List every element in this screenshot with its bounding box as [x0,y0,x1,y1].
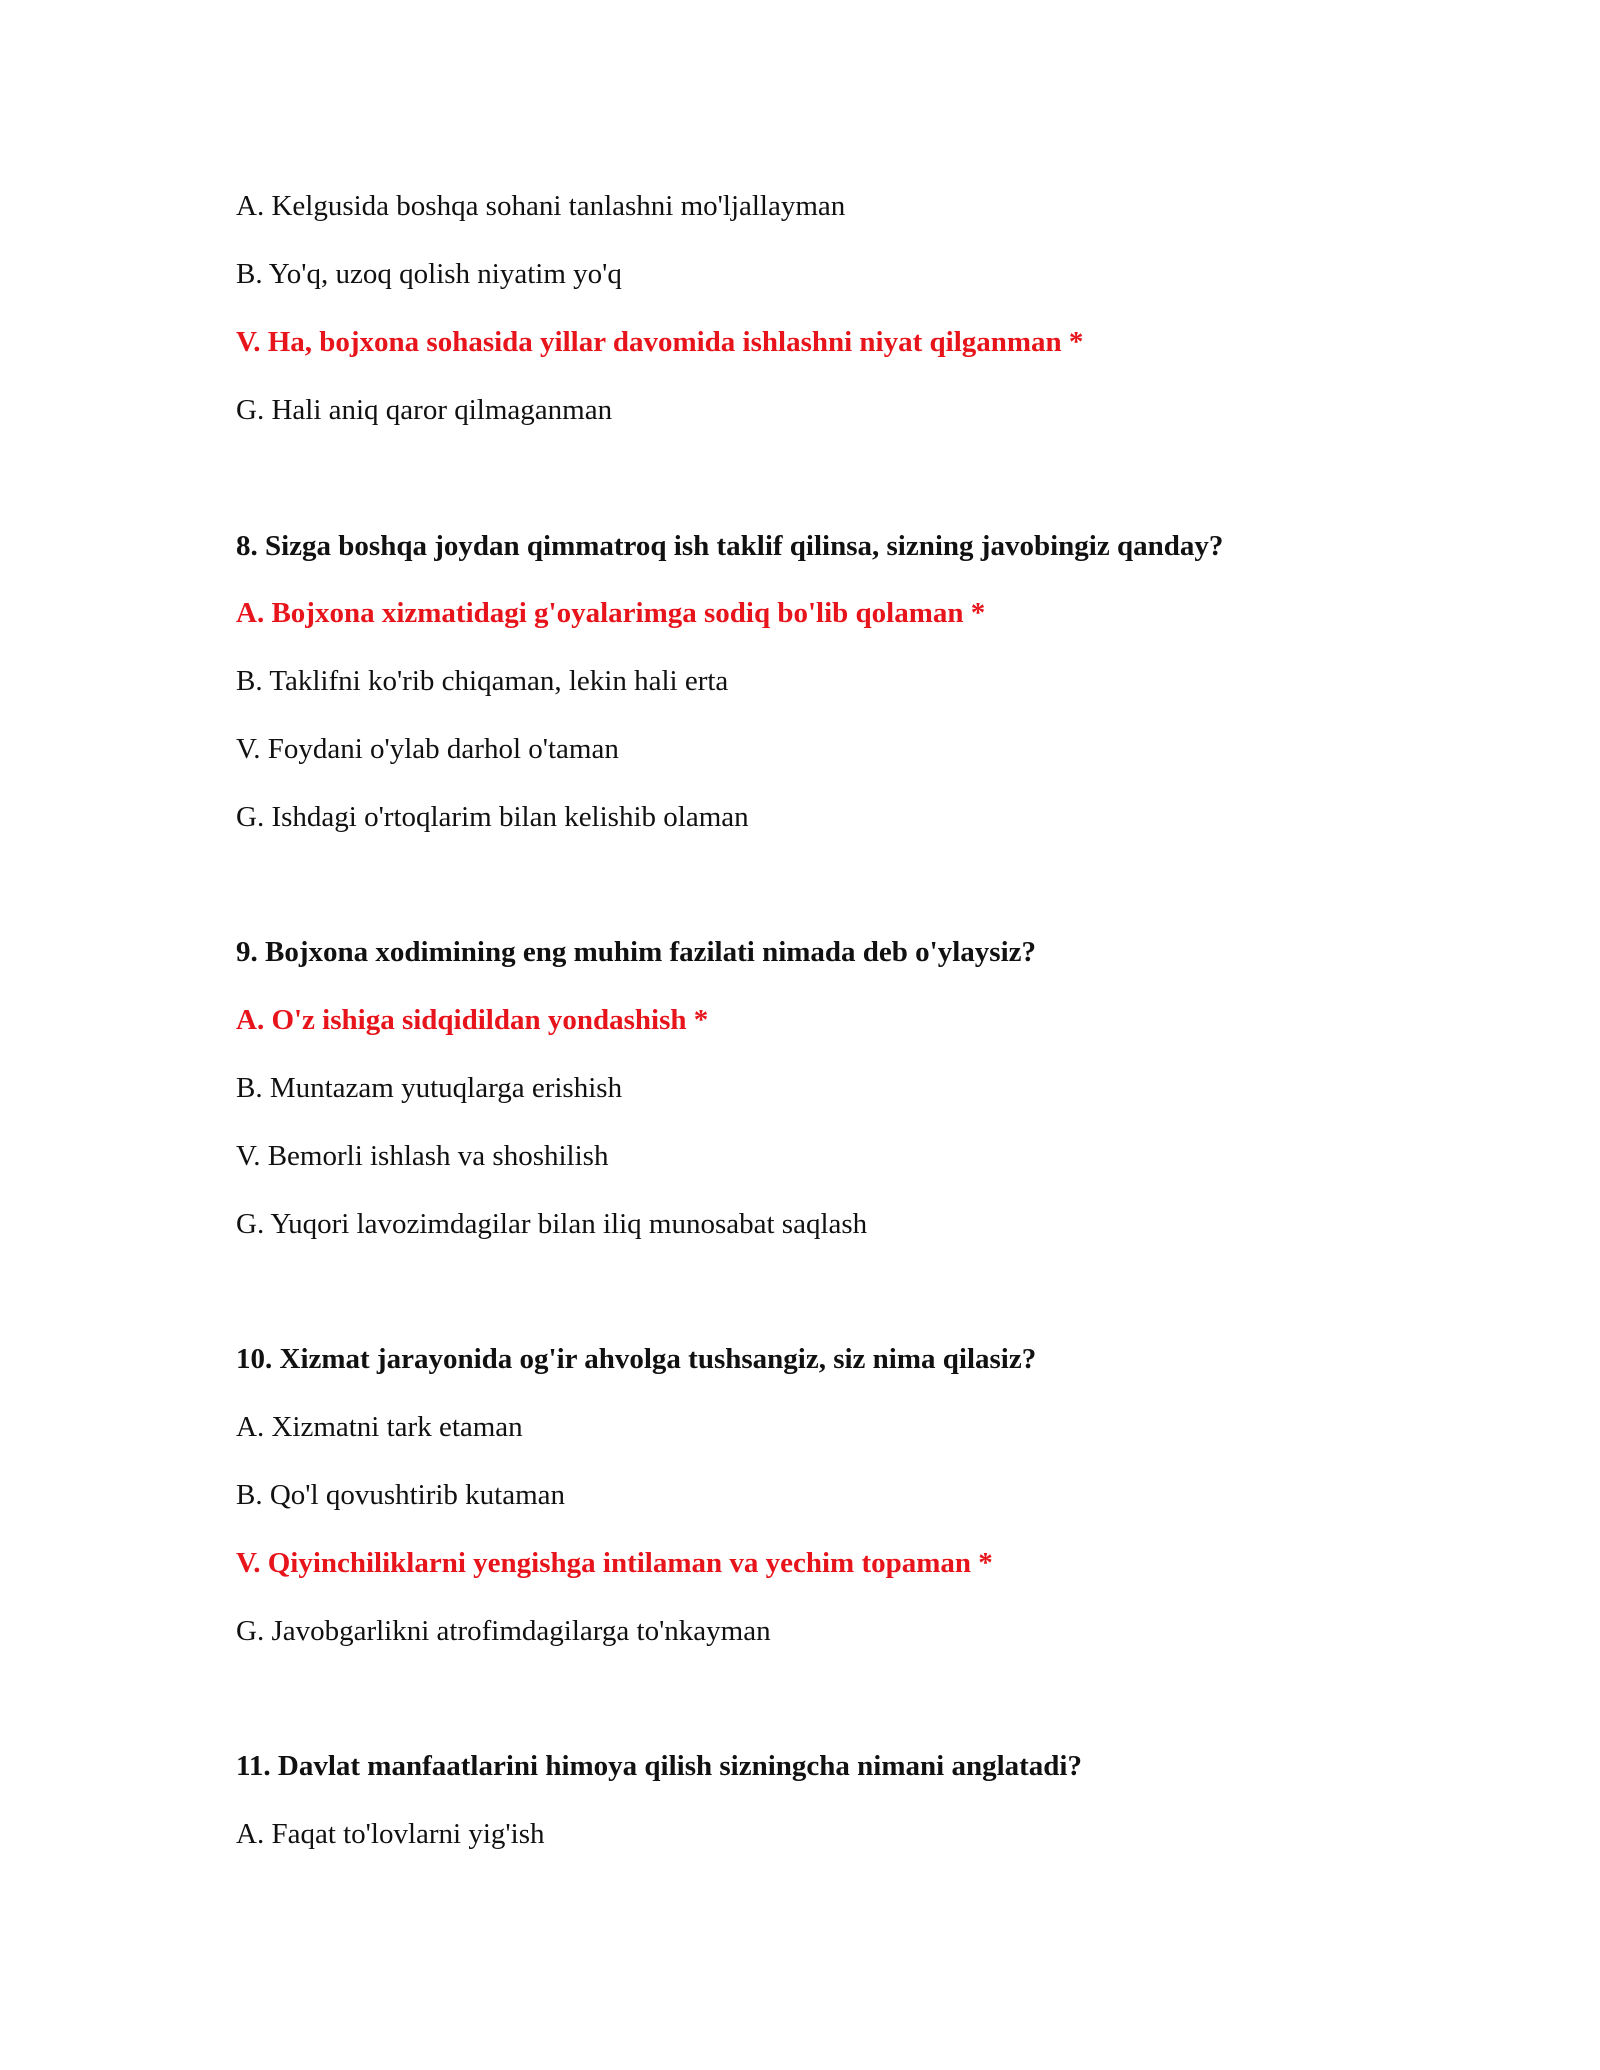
answer-option-correct: V. Ha, bojxona sohasida yillar davomida ishlashni niyat qilganman * [236,326,1084,358]
answer-option: B. Qo'l qovushtirib kutaman [236,1479,566,1511]
answer-option: A. Kelgusida boshqa sohani tanlashni mo'ljallayman [236,190,846,222]
answer-option: A. Faqat to'lovlarni yig'ish [236,1818,545,1850]
answer-option: V. Foydani o'ylab darhol o'taman [236,733,619,765]
answer-option: G. Hali aniq qaror qilmaganman [236,394,613,426]
answer-option: G. Javobgarlikni atrofimdagilarga to'nkayman [236,1615,771,1647]
question-heading: 9. Bojxona xodimining eng muhim fazilati nimada deb o'ylaysiz? [236,936,1037,968]
answer-option: B. Muntazam yutuqlarga erishish [236,1072,623,1104]
answer-option: B. Yo'q, uzoq qolish niyatim yo'q [236,258,622,290]
answer-option: A. Xizmatni tark etaman [236,1411,523,1443]
question-heading: 10. Xizmat jarayonida og'ir ahvolga tushsangiz, siz nima qilasiz? [236,1343,1037,1375]
answer-option-correct: A. O'z ishiga sidqidildan yondashish * [236,1004,709,1036]
answer-option: G. Ishdagi o'rtoqlarim bilan kelishib olaman [236,801,749,833]
answer-option: V. Bemorli ishlash va shoshilish [236,1140,609,1172]
answer-option-correct: A. Bojxona xizmatidagi g'oyalarimga sodiq bo'lib qolaman * [236,597,986,629]
question-heading: 8. Sizga boshqa joydan qimmatroq ish taklif qilinsa, sizning javobingiz qanday? [236,530,1224,562]
answer-option-correct: V. Qiyinchiliklarni yengishga intilaman va yechim topaman * [236,1547,993,1579]
question-heading: 11. Davlat manfaatlarini himoya qilish sizningcha nimani anglatadi? [236,1750,1082,1782]
answer-option: B. Taklifni ko'rib chiqaman, lekin hali erta [236,665,729,697]
answer-option: G. Yuqori lavozimdagilar bilan iliq munosabat saqlash [236,1208,868,1240]
